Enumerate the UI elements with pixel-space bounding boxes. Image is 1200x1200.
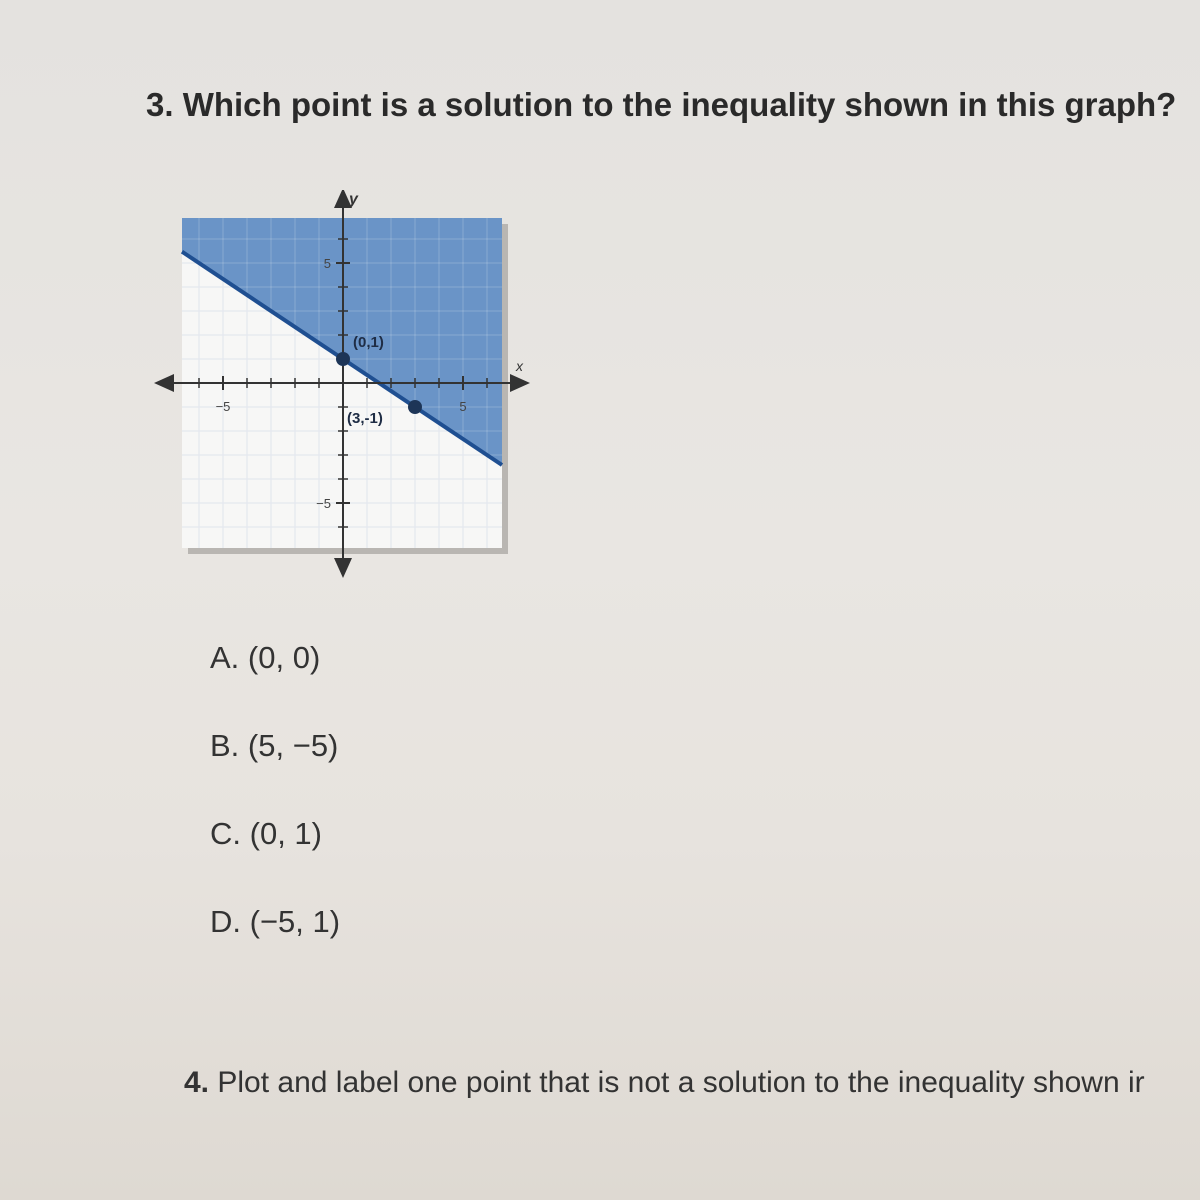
point-label-3-neg1: (3,-1) — [347, 410, 383, 427]
option-a-letter: A. — [210, 640, 240, 675]
option-b-letter: B. — [210, 728, 240, 763]
option-c[interactable] — [210, 812, 340, 900]
question-4-text: Plot and label one point that is not a solution to the inequality shown ir — [217, 1066, 1145, 1099]
y-axis-arrow-down — [334, 558, 352, 578]
option-c-text: (0, 1) — [249, 816, 322, 851]
question-3-text: Which point is a solution to the inequality shown in this graph? — [182, 86, 1177, 123]
tick-label-y-neg5: −5 — [316, 496, 331, 511]
question-4-number: 4. — [184, 1066, 210, 1099]
option-a[interactable] — [210, 636, 340, 724]
tick-label-x-neg5: −5 — [215, 399, 231, 414]
point-label-0-1: (0,1) — [353, 334, 384, 351]
question-4 — [184, 1066, 1145, 1100]
tick-label-x-5: 5 — [459, 399, 467, 414]
option-d-text: (−5, 1) — [249, 904, 341, 939]
option-d[interactable] — [210, 900, 340, 988]
y-axis-label: y — [349, 191, 358, 208]
inequality-graph — [150, 190, 540, 580]
option-b-text: (5, −5) — [247, 728, 339, 763]
option-b[interactable] — [210, 724, 340, 812]
x-axis-arrow-left — [154, 374, 174, 392]
question-3 — [146, 86, 1176, 124]
option-c-letter: C. — [210, 816, 241, 851]
x-axis-label: x — [516, 358, 523, 374]
question-3-number: 3. — [146, 86, 174, 123]
inequality-graph-svg — [150, 190, 540, 580]
tick-label-y-5: 5 — [323, 256, 331, 271]
point-3-neg1 — [408, 400, 422, 414]
x-axis-arrow-right — [510, 374, 530, 392]
option-a-text: (0, 0) — [247, 640, 321, 675]
point-0-1 — [336, 352, 350, 366]
answer-options — [210, 636, 340, 988]
option-d-letter: D. — [210, 904, 241, 939]
